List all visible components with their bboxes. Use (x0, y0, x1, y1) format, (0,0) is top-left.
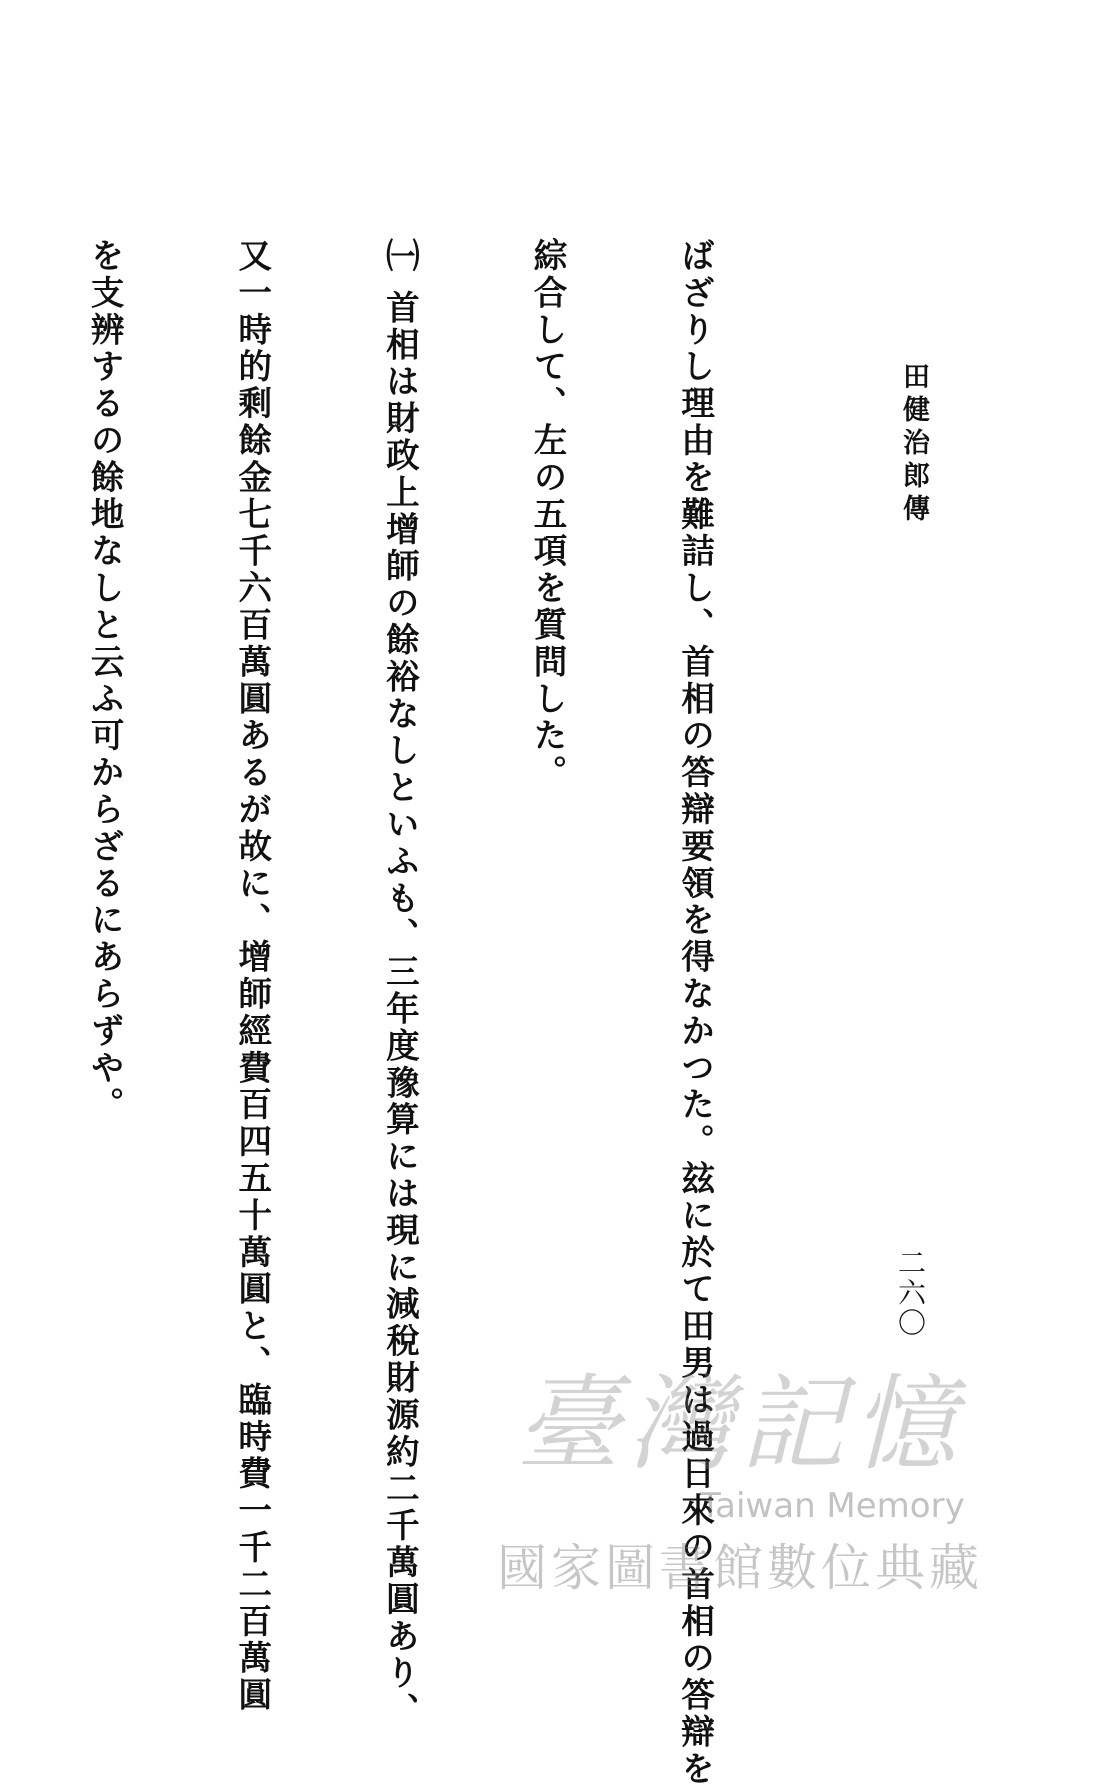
watermark-subtitle: 國家圖書館數位典藏 (497, 1539, 983, 1597)
running-title: 田健治郎傳 (898, 362, 929, 527)
watermark-latin-text: Taiwan Memory (700, 1486, 965, 1526)
watermark-logo: 臺灣記憶 (515, 1363, 964, 1485)
text-line: ㈠ 首相は財政上增師の餘裕なしといふも、三年度豫算には現に減稅財源約二千萬圓あり、 (380, 238, 420, 1730)
text-line: 綜合して、左の五項を質問した。 (527, 238, 567, 792)
text-line: を支辨するの餘地なしと云ふ可からざるにあらずや。 (85, 238, 125, 1124)
body-text (85, 238, 818, 1788)
text-line: 又一時的剩餘金七千六百萬圓あるが故に、增師經費百四五十萬圓と、臨時費一千二百萬圓 (232, 238, 272, 1714)
text-line: ばざりし理由を難詰し、首相の答辯要領を得なかつた。玆に於て田男は過日來の首相の答辯を (675, 238, 715, 1788)
page-number: 二六〇 (894, 1248, 927, 1338)
